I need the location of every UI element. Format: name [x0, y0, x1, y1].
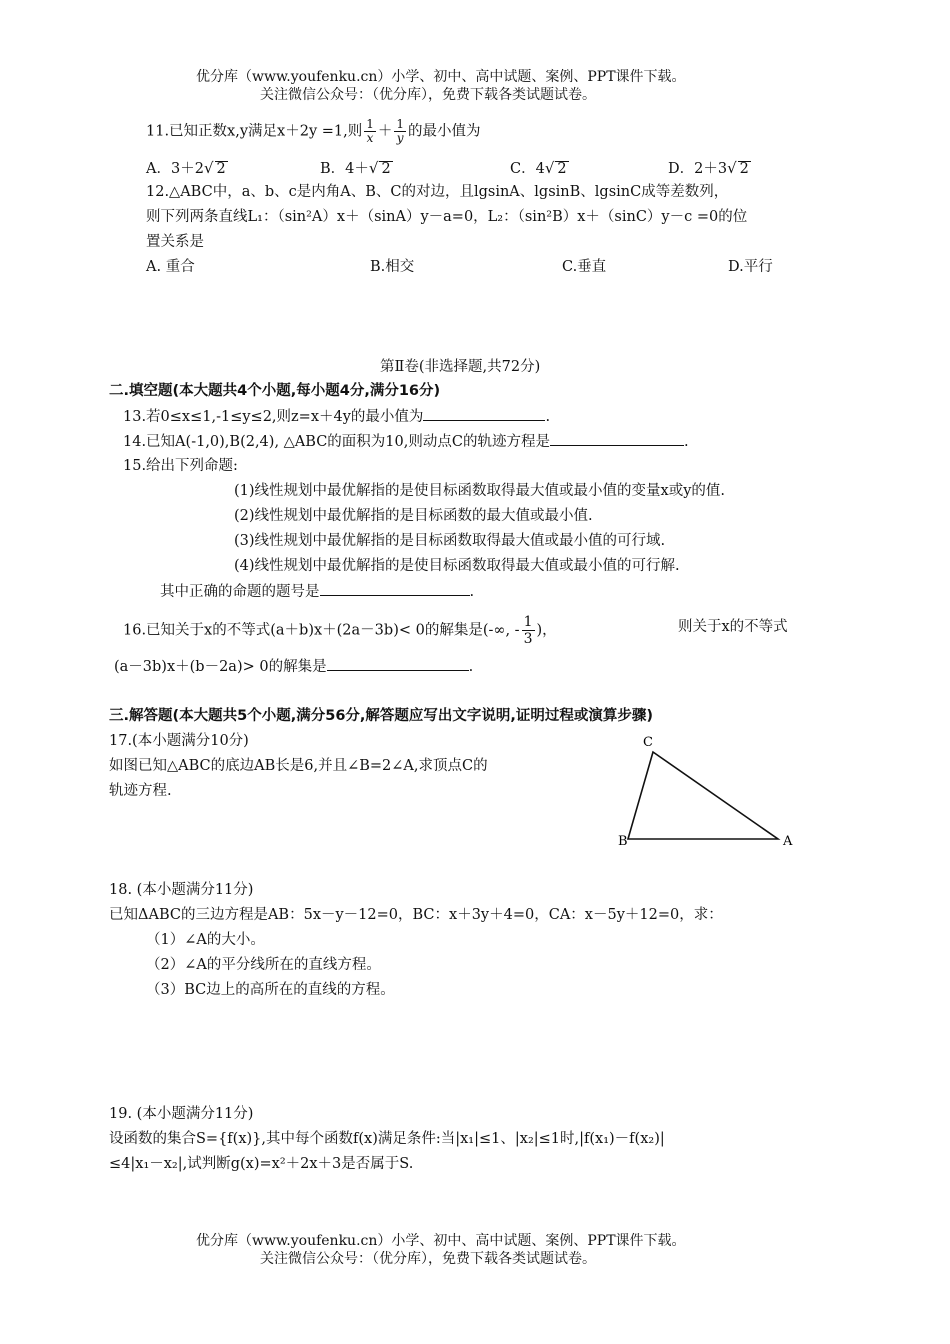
header-line-2: 关注微信公众号：（优分库），免费下载各类试题试卷。 [260, 87, 596, 103]
q17-line-1: 如图已知△ABC的底边AB长是6,并且∠B=2∠A,求顶点C的 [109, 758, 488, 774]
q11-stem: 11.已知正数x,y满足x＋2y =1,则 $\frac{1}{x}$ ＋ $\frac{1}{y}$ 的最小值为 [146, 117, 481, 145]
q19-line-2: ≤4|x₁－x₂|,试判断g(x)=x²＋2x＋3是否属于S. [109, 1156, 414, 1172]
q11-option-c: C．4√ 2 [510, 159, 567, 177]
q18-item-3: （3）BC边上的高所在的直线的方程。 [146, 982, 395, 998]
q12-option-b: B.相交 [370, 259, 415, 275]
q15-statement-2: (2)线性规划中最优解指的是目标函数的最大值或最小值. [234, 508, 593, 524]
vertex-label-a: A [783, 834, 793, 849]
q19-title: 19. (本小题满分11分) [109, 1106, 254, 1122]
q12-option-a: A. 重合 [146, 259, 195, 275]
q11-option-a: A．3＋2√ 2 [146, 159, 226, 177]
q15: 15.给出下列命题: [123, 458, 238, 474]
q12-line-2: 则下列两条直线L₁：（sin²A）x＋（sinA）y－a=0，L₂：（sin²B）x＋（sinC）y－c =0的位 [146, 209, 748, 225]
q12-option-c: C.垂直 [562, 259, 607, 275]
q12-option-d: D.平行 [728, 259, 773, 275]
footer-line-2: 关注微信公众号：（优分库），免费下载各类试题试卷。 [260, 1251, 596, 1267]
q15-answer-blank[interactable] [320, 581, 470, 596]
q18-line-1: 已知ΔABC的三边方程是AB：5x－y－12=0，BC：x＋3y＋4=0，CA：x－5y＋12=0，求： [109, 907, 723, 923]
triangle-abc [628, 752, 778, 839]
triangle-figure [610, 728, 800, 854]
q14: 14.已知A(-1,0),B(2,4), △ABC的面积为10,则动点C的轨迹方程是 . [123, 431, 689, 452]
q18-item-1: （1）∠A的大小。 [146, 932, 265, 948]
q16-fraction-1-over-3: $\frac{1}{3}$ [523, 614, 533, 647]
q15-statement-4: (4)线性规划中最优解指的是使目标函数取得最大值或最小值的可行解. [234, 558, 680, 574]
q15-statement-3: (3)线性规划中最优解指的是目标函数取得最大值或最小值的可行域. [234, 533, 666, 549]
q11-fraction-1-over-x: $\frac{1}{x}$ [366, 117, 374, 145]
q12-line-1: 12.△ABC中，a、b、c是内角A、B、C的对边，且lgsinA、lgsinB、lgsinC成等差数列， [146, 184, 729, 200]
q11-option-b: B．4＋√ 2 [320, 159, 391, 177]
q18-title: 18. (本小题满分11分) [109, 882, 254, 898]
header-line-1: 优分库（www.youfenku.cn）小学、初中、高中试题、案例、PPT课件下载。 [196, 69, 686, 85]
q11-option-d: D．2＋3√ 2 [668, 159, 749, 177]
part2-title: 第Ⅱ卷(非选择题,共72分) [380, 359, 541, 375]
q15-answer: 其中正确的命题的题号是 . [160, 581, 474, 602]
q11-fraction-1-over-y: $\frac{1}{y}$ [396, 117, 405, 145]
footer-line-1: 优分库（www.youfenku.cn）小学、初中、高中试题、案例、PPT课件下载。 [196, 1233, 686, 1249]
q16-line-1-tail: 则关于x的不等式 [678, 619, 788, 635]
q16-line-1: 16.已知关于x的不等式(a＋b)x＋(2a－3b)< 0的解集是(-∞, - $\frac{1}{3}$ )， [123, 614, 557, 647]
vertex-label-b: B [618, 834, 628, 849]
q15-statement-1: (1)线性规划中最优解指的是使目标函数取得最大值或最小值的变量x或y的值. [234, 483, 726, 499]
q16-line-2: (a－3b)x＋(b－2a)> 0的解集是 . [114, 656, 473, 677]
q18-item-2: （2）∠A的平分线所在的直线方程。 [146, 957, 381, 973]
q12-line-3: 置关系是 [146, 234, 204, 250]
vertex-label-c: C [643, 735, 653, 750]
q17-title: 17.(本小题满分10分) [109, 733, 249, 749]
q13: 13.若0≤x≤1,-1≤y≤2,则z=x＋4y的最小值为 . [123, 406, 550, 427]
solution-heading: 三.解答题(本大题共5个小题,满分56分,解答题应写出文字说明,证明过程或演算步骤) [109, 708, 654, 724]
fill-in-heading: 二.填空题(本大题共4个小题,每小题4分,满分16分) [109, 383, 441, 399]
q14-answer-blank[interactable] [550, 431, 684, 446]
q19-line-1: 设函数的集合S={f(x)},其中每个函数f(x)满足条件:当|x₁|≤1、|x₂|≤1时,|f(x₁)－f(x₂)| [109, 1131, 665, 1147]
q17-line-2: 轨迹方程. [109, 783, 172, 799]
q13-answer-blank[interactable] [423, 406, 545, 421]
q16-answer-blank[interactable] [327, 656, 469, 671]
